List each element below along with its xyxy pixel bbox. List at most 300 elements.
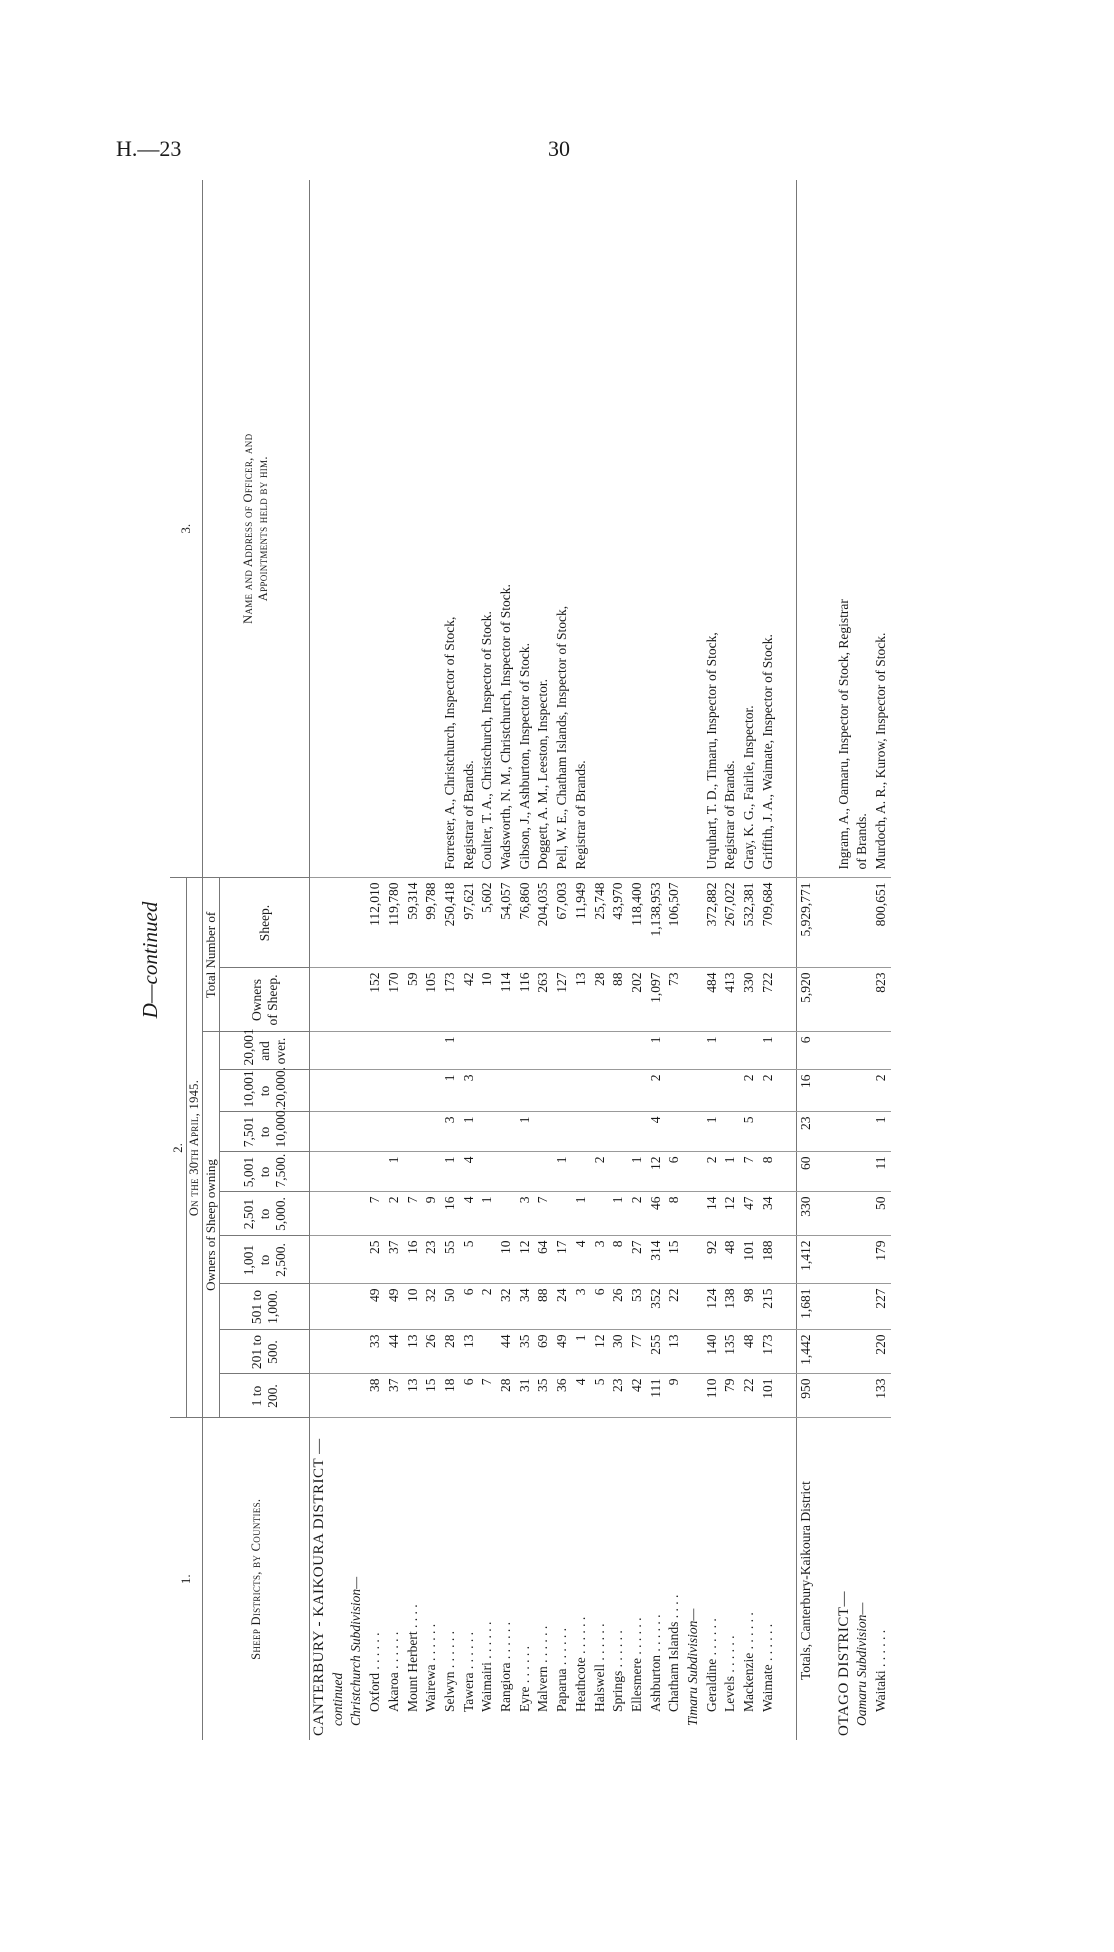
range-header: 20,001 and over. [220, 1032, 310, 1070]
owners-count-cell: 4 [572, 1236, 591, 1284]
total-sheep-cell: 372,882 [703, 878, 722, 968]
owners-count-cell: 1 [703, 1112, 722, 1152]
owners-count-cell: 140 [703, 1330, 722, 1374]
owners-count-cell: 14 [703, 1192, 722, 1236]
owners-count-cell [347, 1192, 366, 1236]
owners-count-cell: 53 [628, 1284, 647, 1330]
column-3-label-line2: Appointments held by him. [256, 456, 270, 602]
owners-count-cell [665, 1070, 684, 1112]
district-name: Springs . . . . . . [610, 1630, 626, 1712]
owners-count-cell [310, 1152, 329, 1192]
owners-count-cell: 4 [460, 1152, 479, 1192]
owners-count-cell [478, 1152, 497, 1192]
table-row [516, 180, 535, 1740]
district-name: Wairewa . . . . . . [423, 1623, 439, 1712]
owners-count-cell: 6 [460, 1374, 479, 1418]
owners-count-cell [684, 1112, 703, 1152]
total-sheep-cell [835, 878, 854, 968]
owners-count-cell [347, 1330, 366, 1374]
officer-name: Forrester, A., Christchurch, Inspector of Stock, [441, 180, 460, 878]
owners-count-cell: 2 [759, 1070, 778, 1112]
total-sheep-cell: 67,003 [553, 878, 572, 968]
owners-count-cell [347, 1152, 366, 1192]
owners-count-cell: 50 [441, 1284, 460, 1330]
total-owners-cell: 202 [628, 968, 647, 1032]
owners-count-cell: 1 [609, 1192, 628, 1236]
owners-count-cell [310, 1236, 329, 1284]
total-owners-cell [684, 968, 703, 1032]
owners-count-cell [572, 1032, 591, 1070]
owners-count-cell [778, 1374, 797, 1418]
owners-count-cell: 60 [797, 1152, 816, 1192]
owners-count-cell [665, 1032, 684, 1070]
owners-count-cell: 1 [478, 1192, 497, 1236]
owners-count-cell [816, 1070, 835, 1112]
owners-count-cell: 2 [703, 1152, 722, 1192]
owners-count-cell [347, 1236, 366, 1284]
owners-count-cell: 55 [441, 1236, 460, 1284]
officer-name [628, 180, 647, 878]
officer-name [797, 180, 816, 878]
owners-count-cell: 1 [553, 1152, 572, 1192]
owners-count-cell: 35 [516, 1330, 535, 1374]
owners-count-cell [497, 1152, 516, 1192]
owners-count-cell: 1 [460, 1112, 479, 1152]
total-owners-cell: 127 [553, 968, 572, 1032]
sheep-header: Sheep. [220, 878, 310, 968]
owners-count-cell: 1 [441, 1152, 460, 1192]
owners-count-cell: 49 [385, 1284, 404, 1330]
owners-count-cell: 9 [422, 1192, 441, 1236]
total-sheep-cell [684, 878, 703, 968]
total-sheep-cell: 118,400 [628, 878, 647, 968]
owners-count-cell: 2 [628, 1192, 647, 1236]
owners-count-cell [478, 1236, 497, 1284]
owners-count-cell: 1 [872, 1112, 891, 1152]
range-header: 2,501 to 5,000. [220, 1192, 310, 1236]
owners-count-cell [816, 1192, 835, 1236]
owners-count-cell: 7 [740, 1152, 759, 1192]
owners-count-cell: 23 [422, 1236, 441, 1284]
total-owners-cell: 823 [872, 968, 891, 1032]
officer-name: Griffith, J. A., Waimate, Inspector of Stock. [759, 180, 778, 878]
owners-count-cell: 8 [665, 1192, 684, 1236]
district-name: Malvern . . . . . . [535, 1625, 551, 1712]
district-name: Chatham Islands . . . . [666, 1594, 682, 1712]
owners-count-cell [853, 1236, 872, 1284]
owners-count-cell [385, 1112, 404, 1152]
owners-count-cell: 8 [609, 1236, 628, 1284]
owners-count-cell [478, 1330, 497, 1374]
owners-count-cell [329, 1330, 348, 1374]
owners-count-cell [816, 1284, 835, 1330]
owners-count-cell [816, 1330, 835, 1374]
owners-count-cell [684, 1032, 703, 1070]
owners-count-cell [853, 1070, 872, 1112]
owners-count-cell [778, 1284, 797, 1330]
officer-name [385, 180, 404, 878]
owners-group-header: Owners of Sheep owning [203, 1032, 220, 1418]
owners-count-cell [778, 1192, 797, 1236]
owners-count-cell: 31 [516, 1374, 535, 1418]
owners-count-cell: 6 [460, 1284, 479, 1330]
owners-count-cell: 69 [534, 1330, 553, 1374]
owners-count-cell [497, 1070, 516, 1112]
total-sheep-cell [347, 878, 366, 968]
owners-count-cell: 13 [404, 1330, 423, 1374]
owners-count-cell [778, 1152, 797, 1192]
district-name: Totals, Canterbury-Kaikoura District [797, 1418, 816, 1740]
district-name: Selwyn . . . . . . [441, 1631, 457, 1712]
district-name: Oxford . . . . . . [367, 1632, 383, 1712]
owners-count-cell: 46 [647, 1192, 666, 1236]
table-row [591, 180, 610, 1740]
total-owners-cell: 28 [591, 968, 610, 1032]
owners-count-cell: 3 [591, 1236, 610, 1284]
owners-count-cell: 13 [404, 1374, 423, 1418]
owners-count-cell [385, 1070, 404, 1112]
owners-count-cell: 28 [497, 1374, 516, 1418]
owners-count-cell: 15 [665, 1236, 684, 1284]
owners-count-cell [478, 1032, 497, 1070]
table-row [441, 180, 460, 1740]
officer-name: Gray, K. G., Fairlie, Inspector. [740, 180, 759, 878]
officer-name [404, 180, 423, 878]
owners-count-cell [329, 1284, 348, 1330]
owners-count-cell: 28 [441, 1330, 460, 1374]
owners-count-cell [347, 1284, 366, 1330]
owners-count-cell: 6 [665, 1152, 684, 1192]
total-owners-cell: 114 [497, 968, 516, 1032]
table-row [703, 180, 722, 1740]
owners-count-cell [516, 1152, 535, 1192]
owners-count-cell [816, 1032, 835, 1070]
total-sheep-cell [816, 878, 835, 968]
total-owners-cell: 116 [516, 968, 535, 1032]
owners-of-sheep-header: Owners of Sheep. [220, 968, 310, 1032]
officer-name [422, 180, 441, 878]
owners-count-cell: 10 [404, 1284, 423, 1330]
owners-count-cell [591, 1032, 610, 1070]
district-name: Oamaru Subdivision— [854, 1602, 870, 1726]
owners-count-cell [329, 1032, 348, 1070]
owners-count-cell: 12 [647, 1152, 666, 1192]
owners-count-cell [591, 1192, 610, 1236]
table-row [310, 180, 329, 1740]
column-3-number: 3. [170, 180, 203, 878]
total-owners-cell [310, 968, 329, 1032]
district-name: Tawera . . . . . . [460, 1631, 476, 1712]
table-row [422, 180, 441, 1740]
owners-count-cell: 173 [759, 1330, 778, 1374]
district-name: Levels . . . . . . [722, 1635, 738, 1712]
owners-count-cell [853, 1032, 872, 1070]
owners-count-cell: 16 [797, 1070, 816, 1112]
owners-count-cell [628, 1070, 647, 1112]
owners-count-cell [422, 1070, 441, 1112]
officer-name [329, 180, 348, 878]
officer-name [778, 180, 797, 878]
owners-count-cell [347, 1112, 366, 1152]
owners-count-cell: 1 [572, 1330, 591, 1374]
total-owners-cell: 330 [740, 968, 759, 1032]
page-reference: H.—23 [116, 136, 182, 161]
officer-name: Wadsworth, N. M., Christchurch, Inspector of Stock. [497, 180, 516, 878]
owners-count-cell [835, 1152, 854, 1192]
total-sheep-cell: 54,057 [497, 878, 516, 968]
owners-count-cell: 79 [721, 1374, 740, 1418]
total-group-header: Total Number of [203, 878, 220, 1032]
owners-count-cell [721, 1032, 740, 1070]
owners-count-cell: 1,442 [797, 1330, 816, 1374]
owners-count-cell: 2 [740, 1070, 759, 1112]
owners-count-cell: 11 [872, 1152, 891, 1192]
owners-count-cell: 13 [460, 1330, 479, 1374]
owners-count-cell [534, 1032, 553, 1070]
owners-count-cell: 5 [740, 1112, 759, 1152]
owners-count-cell: 22 [740, 1374, 759, 1418]
owners-count-cell: 220 [872, 1330, 891, 1374]
owners-count-cell [684, 1374, 703, 1418]
owners-count-cell [497, 1192, 516, 1236]
total-sheep-cell: 43,970 [609, 878, 628, 968]
owners-count-cell [816, 1236, 835, 1284]
owners-count-cell: 33 [366, 1330, 385, 1374]
owners-count-cell [478, 1112, 497, 1152]
owners-count-cell: 1 [759, 1032, 778, 1070]
owners-count-cell [853, 1374, 872, 1418]
owners-count-cell: 179 [872, 1236, 891, 1284]
total-owners-cell: 170 [385, 968, 404, 1032]
owners-count-cell: 3 [460, 1070, 479, 1112]
owners-count-cell: 101 [740, 1236, 759, 1284]
owners-count-cell: 188 [759, 1236, 778, 1284]
owners-count-cell: 1 [516, 1112, 535, 1152]
owners-count-cell [553, 1112, 572, 1152]
owners-count-cell [329, 1192, 348, 1236]
owners-count-cell [628, 1112, 647, 1152]
range-header: 501 to 1,000. [220, 1284, 310, 1330]
owners-count-cell [329, 1152, 348, 1192]
owners-count-cell: 25 [366, 1236, 385, 1284]
district-name: continued [329, 1672, 345, 1726]
table-row [816, 180, 835, 1740]
officer-name: Coulter, T. A., Christchurch, Inspector of Stock. [478, 180, 497, 878]
column-1-label: Sheep Districts, by Counties. [203, 1418, 310, 1740]
district-name: Christchurch Subdivision— [348, 1576, 364, 1726]
owners-count-cell: 23 [797, 1112, 816, 1152]
owners-count-cell: 16 [404, 1236, 423, 1284]
total-owners-cell: 413 [721, 968, 740, 1032]
owners-count-cell: 1 [721, 1152, 740, 1192]
owners-count-cell [534, 1070, 553, 1112]
owners-count-cell: 13 [665, 1330, 684, 1374]
district-name: Paparua . . . . . . [554, 1628, 570, 1712]
owners-count-cell: 16 [441, 1192, 460, 1236]
table-row [872, 180, 891, 1740]
total-owners-cell [835, 968, 854, 1032]
owners-count-cell [835, 1192, 854, 1236]
owners-count-cell: 35 [534, 1374, 553, 1418]
table-row [740, 180, 759, 1740]
total-owners-cell: 42 [460, 968, 479, 1032]
table-row [647, 180, 666, 1740]
total-sheep-cell: 59,314 [404, 878, 423, 968]
owners-count-cell [385, 1032, 404, 1070]
owners-count-cell [478, 1070, 497, 1112]
owners-count-cell [816, 1112, 835, 1152]
district-name: Timaru Subdivision— [685, 1608, 701, 1726]
district-name [816, 1418, 835, 1740]
total-owners-cell: 10 [478, 968, 497, 1032]
owners-count-cell [404, 1070, 423, 1112]
total-sheep-cell: 267,022 [721, 878, 740, 968]
owners-count-cell [553, 1192, 572, 1236]
officer-name: of Brands. [853, 180, 872, 878]
owners-count-cell: 135 [721, 1330, 740, 1374]
owners-count-cell [778, 1330, 797, 1374]
owners-count-cell: 26 [609, 1284, 628, 1330]
owners-count-cell [684, 1236, 703, 1284]
owners-count-cell: 34 [516, 1284, 535, 1330]
table-row [721, 180, 740, 1740]
owners-count-cell [835, 1236, 854, 1284]
owners-count-cell [553, 1070, 572, 1112]
owners-count-cell [872, 1032, 891, 1070]
column-3-label-line1: Name and Address of Officer, and [241, 433, 255, 624]
total-owners-cell: 263 [534, 968, 553, 1032]
total-owners-cell: 13 [572, 968, 591, 1032]
officer-name: Doggett, A. M., Leeston, Inspector. [534, 180, 553, 878]
range-header: 201 to 500. [220, 1330, 310, 1374]
table-row [497, 180, 516, 1740]
table-body [310, 180, 891, 1740]
rotated-table-container [130, 180, 1030, 1740]
owners-count-cell [816, 1374, 835, 1418]
owners-count-cell: 227 [872, 1284, 891, 1330]
total-sheep-cell: 99,788 [422, 878, 441, 968]
district-name [778, 1418, 797, 1740]
table-row [684, 180, 703, 1740]
range-header: 1 to 200. [220, 1374, 310, 1418]
owners-count-cell: 6 [591, 1284, 610, 1330]
owners-count-cell: 1 [647, 1032, 666, 1070]
owners-count-cell [835, 1112, 854, 1152]
owners-count-cell [366, 1152, 385, 1192]
owners-count-cell [609, 1032, 628, 1070]
total-owners-cell: 5,920 [797, 968, 816, 1032]
owners-count-cell [703, 1070, 722, 1112]
owners-count-cell [404, 1112, 423, 1152]
total-owners-cell: 88 [609, 968, 628, 1032]
total-sheep-cell: 532,381 [740, 878, 759, 968]
total-owners-cell: 73 [665, 968, 684, 1032]
total-owners-cell: 1,097 [647, 968, 666, 1032]
rotated-stage [130, 180, 1030, 1740]
total-sheep-cell: 106,507 [665, 878, 684, 968]
owners-count-cell [310, 1192, 329, 1236]
owners-count-cell [310, 1070, 329, 1112]
owners-count-cell: 47 [740, 1192, 759, 1236]
owners-count-cell [310, 1112, 329, 1152]
owners-count-cell [853, 1284, 872, 1330]
owners-count-cell: 950 [797, 1374, 816, 1418]
owners-count-cell: 2 [478, 1284, 497, 1330]
owners-count-cell [853, 1330, 872, 1374]
owners-count-cell: 314 [647, 1236, 666, 1284]
table-row [553, 180, 572, 1740]
owners-count-cell: 1 [703, 1032, 722, 1070]
owners-count-cell: 6 [797, 1032, 816, 1070]
owners-count-cell [422, 1152, 441, 1192]
table-row [385, 180, 404, 1740]
owners-count-cell [347, 1070, 366, 1112]
owners-count-cell: 48 [721, 1236, 740, 1284]
column-1-number: 1. [170, 1418, 203, 1740]
owners-count-cell [347, 1374, 366, 1418]
officer-name [310, 180, 329, 878]
officer-name: Registrar of Brands. [460, 180, 479, 878]
range-header: 1,001 to 2,500. [220, 1236, 310, 1284]
table-row [460, 180, 479, 1740]
total-owners-cell: 152 [366, 968, 385, 1032]
officer-name: Murdoch, A. R., Kurow, Inspector of Stock. [872, 180, 891, 878]
owners-count-cell: 49 [553, 1330, 572, 1374]
owners-count-cell [347, 1032, 366, 1070]
owners-count-cell [778, 1112, 797, 1152]
table-row [665, 180, 684, 1740]
district-name: Halswell . . . . . . [591, 1623, 607, 1712]
owners-count-cell [329, 1070, 348, 1112]
owners-count-cell: 12 [516, 1236, 535, 1284]
owners-count-cell: 64 [534, 1236, 553, 1284]
owners-count-cell: 1 [628, 1152, 647, 1192]
district-name: Heathcote . . . . . . [572, 1616, 588, 1712]
owners-count-cell [310, 1032, 329, 1070]
district-name: Mackenzie . . . . . . [741, 1612, 757, 1712]
owners-count-cell: 3 [572, 1284, 591, 1330]
table-row [404, 180, 423, 1740]
owners-count-cell [553, 1032, 572, 1070]
owners-count-cell: 12 [721, 1192, 740, 1236]
range-header: 5,001 to 7,500. [220, 1152, 310, 1192]
officer-name [366, 180, 385, 878]
owners-count-cell: 1 [385, 1152, 404, 1192]
owners-count-cell: 9 [665, 1374, 684, 1418]
owners-count-cell [778, 1070, 797, 1112]
owners-count-cell [853, 1152, 872, 1192]
owners-count-cell: 18 [441, 1374, 460, 1418]
owners-count-cell [516, 1032, 535, 1070]
owners-count-cell: 138 [721, 1284, 740, 1330]
totals-row [797, 180, 816, 1740]
owners-count-cell [572, 1112, 591, 1152]
owners-count-cell [591, 1112, 610, 1152]
owners-count-cell: 36 [553, 1374, 572, 1418]
range-header: 7,501 to 10,000. [220, 1112, 310, 1152]
total-sheep-cell: 204,035 [534, 878, 553, 968]
table-row [572, 180, 591, 1740]
total-owners-cell [329, 968, 348, 1032]
district-name: Ashburton . . . . . . [647, 1614, 663, 1712]
owners-count-cell: 3 [516, 1192, 535, 1236]
owners-count-cell: 98 [740, 1284, 759, 1330]
owners-count-cell: 30 [609, 1330, 628, 1374]
owners-count-cell: 124 [703, 1284, 722, 1330]
owners-count-cell: 111 [647, 1374, 666, 1418]
total-owners-cell [853, 968, 872, 1032]
owners-count-cell: 37 [385, 1236, 404, 1284]
